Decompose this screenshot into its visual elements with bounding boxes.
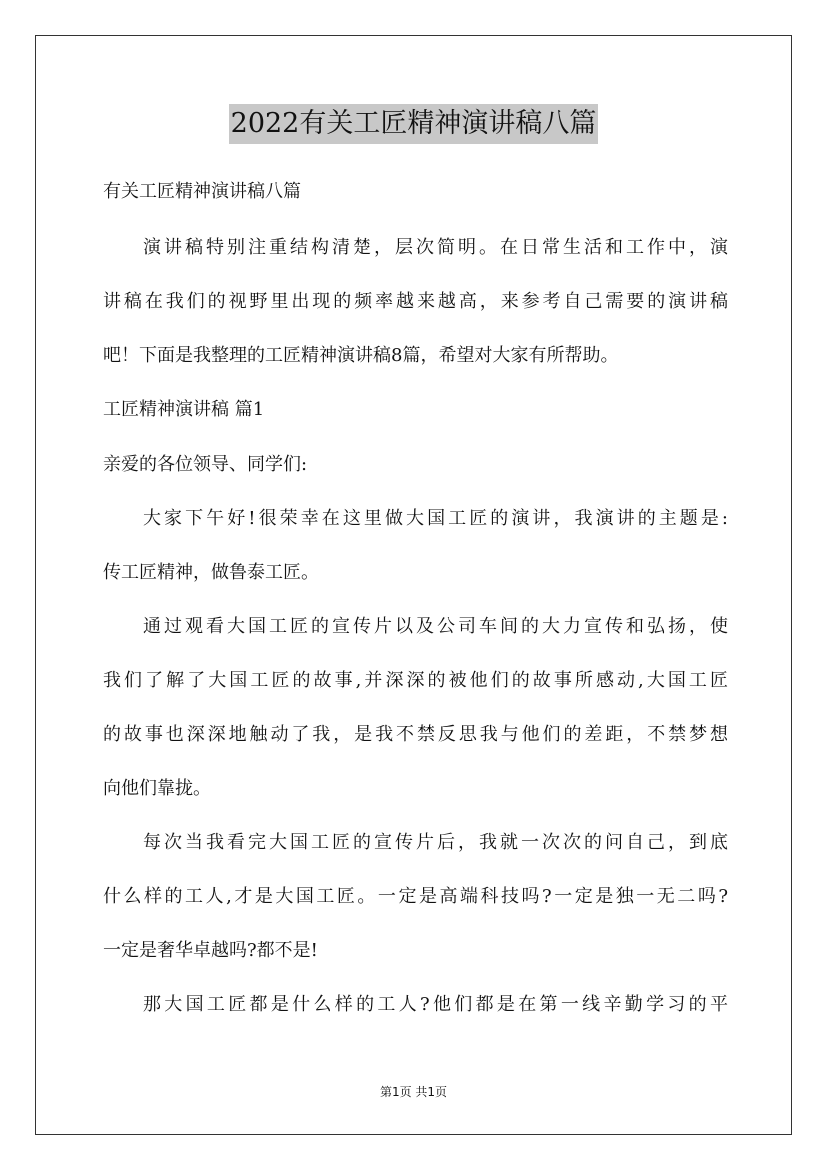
subtitle-line: 有关工匠精神演讲稿八篇 — [103, 181, 301, 202]
text-line: 传工匠精神，做鲁泰工匠。 — [103, 562, 319, 583]
text-line: 演讲稿特别注重结构清楚，层次简明。在日常生活和工作中，演 — [143, 237, 728, 258]
text-line: 通过观看大国工匠的宣传片以及公司车间的大力宣传和弘扬，使 — [143, 616, 728, 637]
text-line: 向他们靠拢。 — [103, 778, 211, 799]
text-line: 一定是奢华卓越吗?都不是! — [103, 940, 318, 961]
text-line: 吧！下面是我整理的工匠精神演讲稿8篇，希望对大家有所帮助。 — [103, 345, 619, 366]
text-line: 讲稿在我们的视野里出现的频率越来越高，来参考自己需要的演讲稿 — [103, 291, 728, 312]
text-line: 什么样的工人,才是大国工匠。一定是高端科技吗?一定是独一无二吗? — [103, 886, 728, 907]
text-line: 每次当我看完大国工匠的宣传片后，我就一次次的问自己，到底 — [143, 832, 728, 853]
text-line: 我们了解了大国工匠的故事,并深深的被他们的故事所感动,大国工匠 — [103, 670, 728, 691]
text-line: 大家下午好!很荣幸在这里做大国工匠的演讲，我演讲的主题是: — [143, 508, 728, 529]
section-heading: 工匠精神演讲稿 篇1 — [103, 399, 265, 420]
document-title: 2022有关工匠精神演讲稿八篇 — [229, 104, 599, 144]
text-line: 那大国工匠都是什么样的工人?他们都是在第一线辛勤学习的平 — [143, 994, 728, 1015]
salutation-line: 亲爱的各位领导、同学们: — [103, 454, 308, 475]
title-wrap — [0, 104, 827, 144]
page-footer: 第1页 共1页 — [379, 1085, 448, 1099]
text-line: 的故事也深深地触动了我，是我不禁反思我与他们的差距，不禁梦想 — [103, 724, 728, 745]
